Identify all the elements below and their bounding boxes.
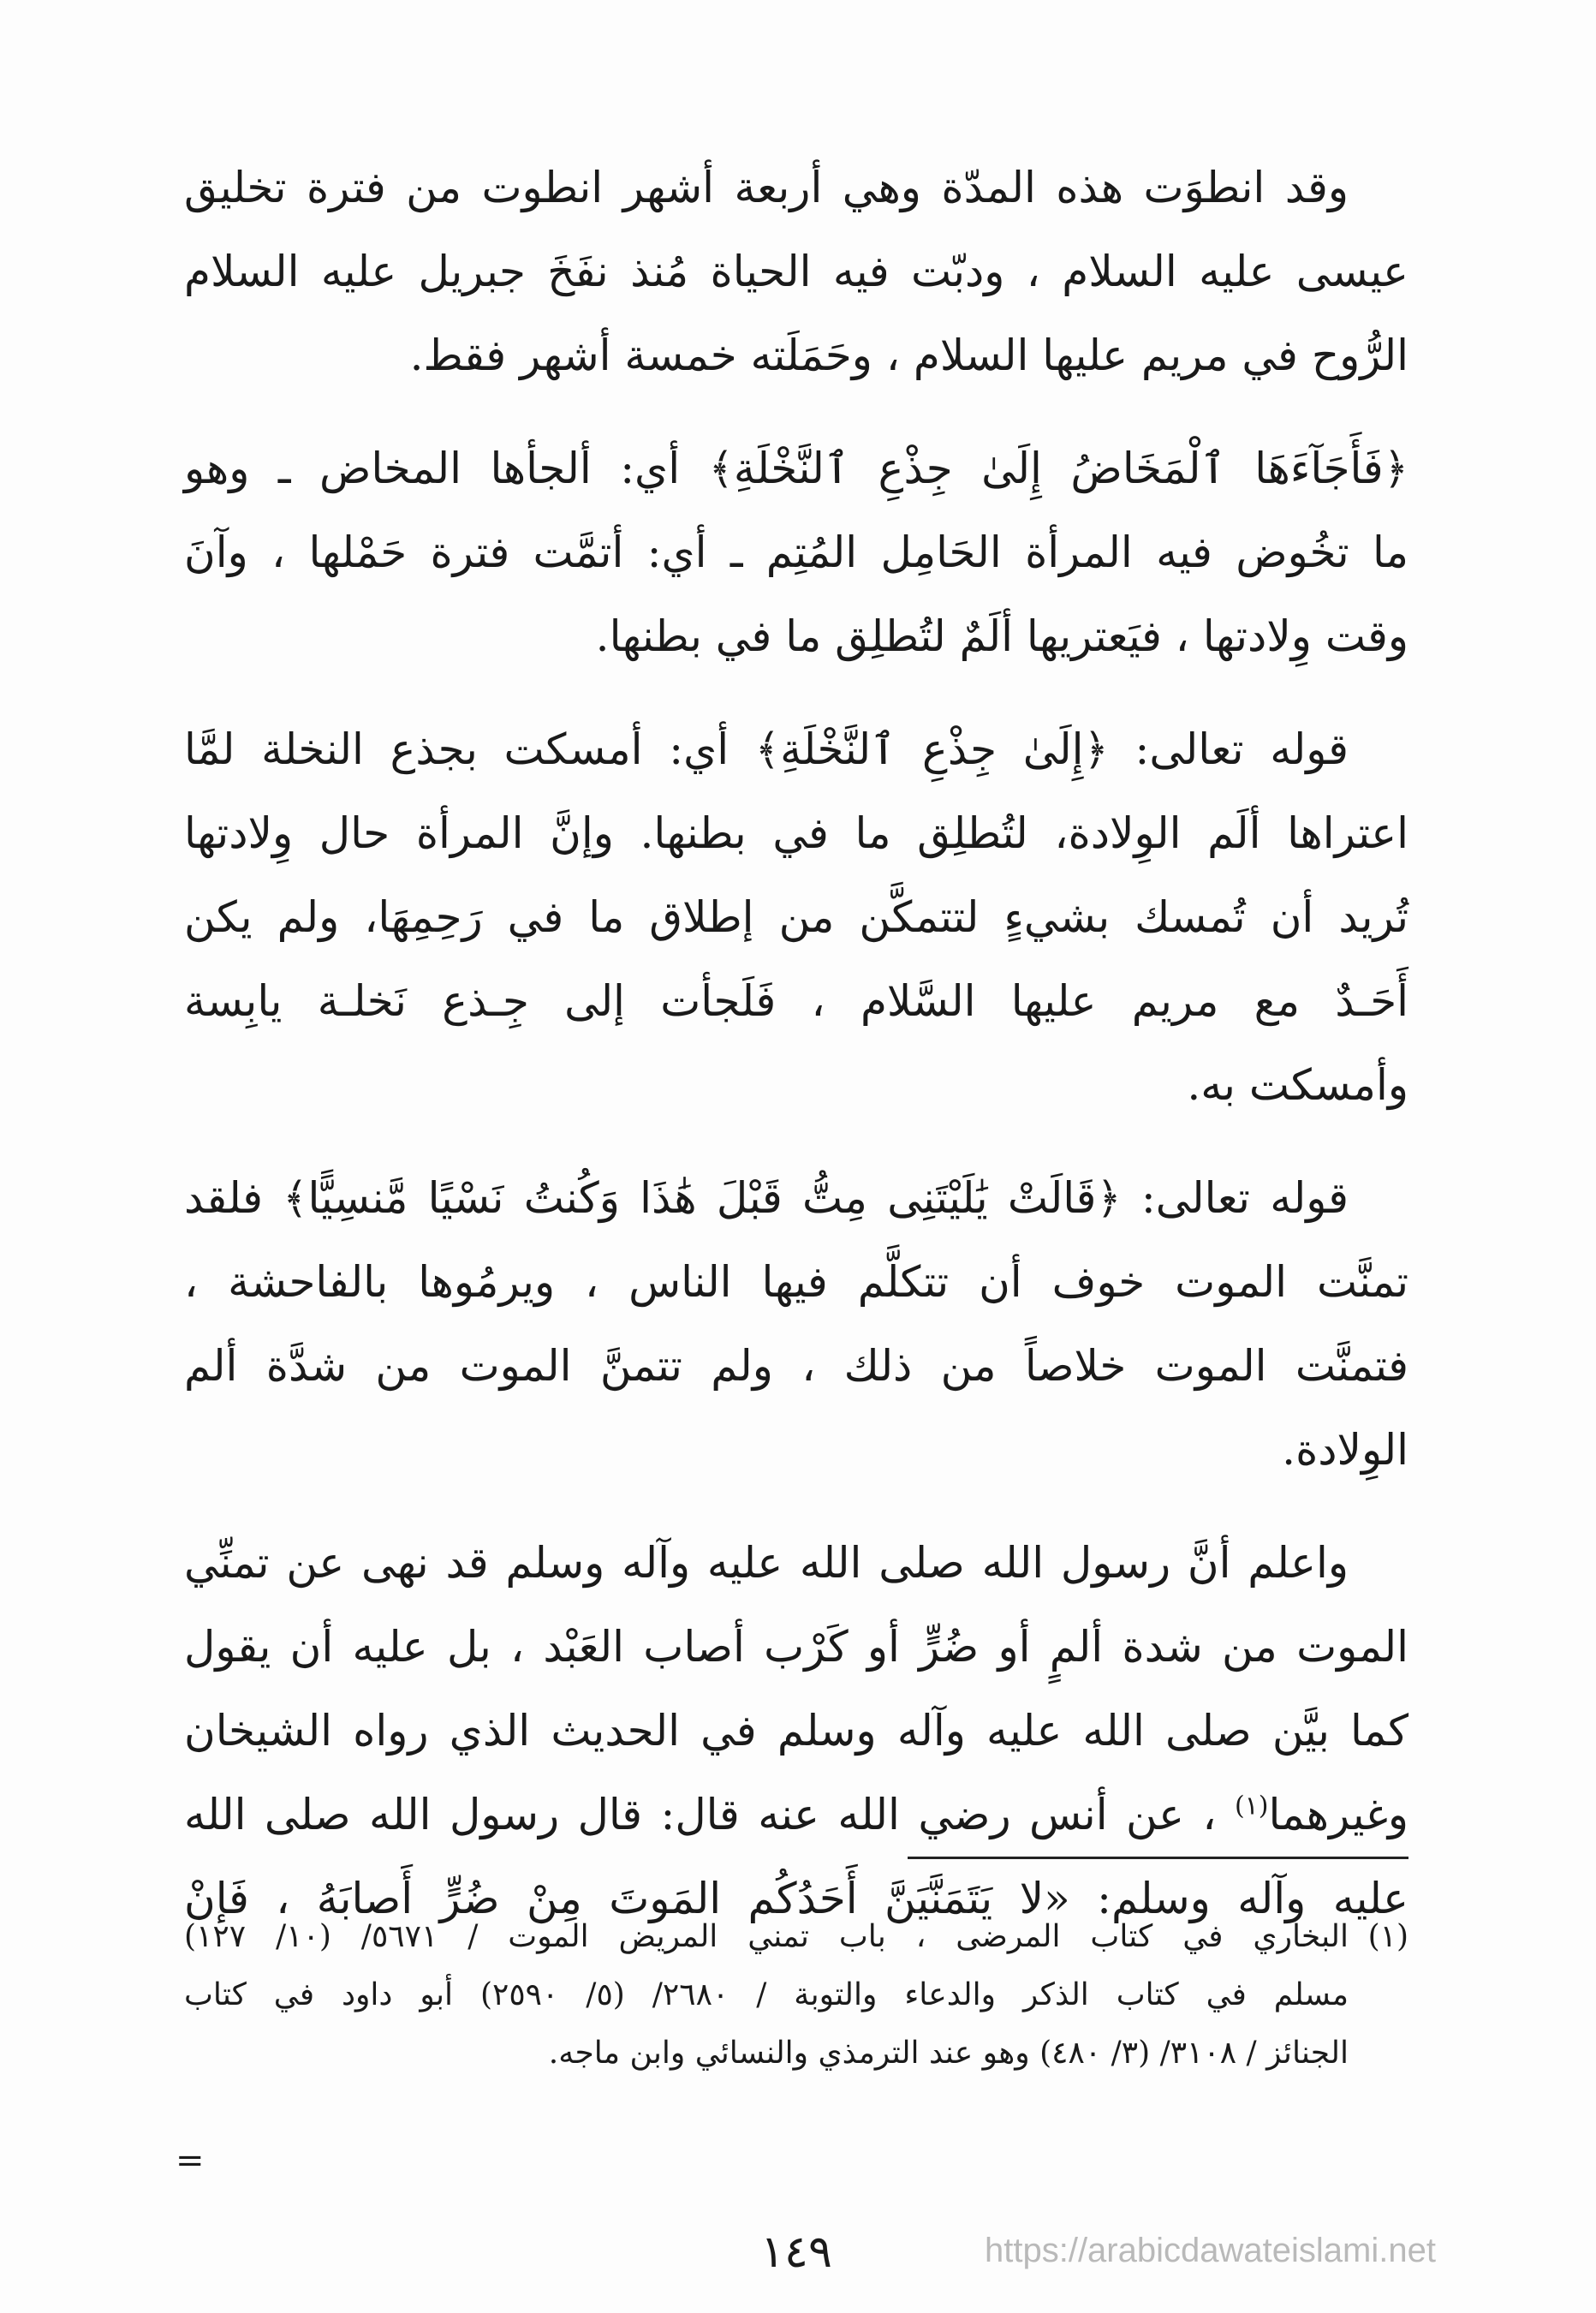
text-line: ﴿فَأَجَآءَهَا ٱلْمَخَاضُ إِلَىٰ جِذْعِ ٱلنَّخْلَةِ﴾ أي: ألجأها المخاض ـ وهو xyxy=(184,444,1408,493)
text-line: ما تخُوض فيه المرأة الحَامِل المُتِم ـ أي: أتمَّت فترة حَمْلها ، وآنَ xyxy=(184,528,1408,577)
text-line: عن أنس رضي الله عنه قال: قال رسول الله صلى الله xyxy=(184,1790,1184,1839)
footnote-line: البخاري في كتاب المرضى ، باب تمني المريض الموت / ٥٦٧١/ (١٠/ ١٢٧) xyxy=(184,1919,1349,1954)
paragraph xyxy=(184,426,1408,678)
text-line: أَحَـدٌ مع مريم عليها السَّلام ، فَلَجأت إلى جِـذع نَخلـة يابِسة xyxy=(184,976,1408,1026)
text-line: اعتراها ألَم الوِلادة، لتُطلِق ما في بطنها. وإنَّ المرأة حال وِلادتها xyxy=(184,808,1408,858)
text-line: تمنَّت الموت خوف أن تتكلَّم فيها الناس ، ويرمُوها بالفاحشة ، xyxy=(184,1257,1408,1307)
paragraph xyxy=(184,146,1408,397)
page-number: ١٤٩ xyxy=(760,2227,832,2278)
main-text xyxy=(184,146,1408,1970)
continuation-mark: = xyxy=(176,2141,205,2180)
text-line: الموت من شدة ألمٍ أو ضُرٍّ أو كَرْب أصاب العَبْد ، بل عليه أن يقول xyxy=(184,1622,1408,1672)
paragraph xyxy=(184,707,1408,1127)
footnote-line: مسلم في كتاب الذكر والدعاء والتوبة / ٢٦٨٠/ (٥/ ٢٥٩٠) أبو داود في كتاب xyxy=(184,1977,1349,2012)
text-line: كما بيَّن صلى الله عليه وآله وسلم في الحديث الذي رواه الشيخان xyxy=(184,1706,1408,1756)
text-line: واعلم أنَّ رسول الله صلى الله عليه وآله وسلم قد نهى عن تمنِّي xyxy=(184,1538,1349,1588)
text-line: وقد انطوَت هذه المدّة وهي أربعة أشهر انطوت من فترة تخليق xyxy=(184,163,1349,212)
text-line: قوله تعالى: ﴿إِلَىٰ جِذْعِ ٱلنَّخْلَةِ﴾ أي: أمسكت بجذع النخلة لمَّا xyxy=(184,724,1349,774)
text-line: الرُّوح في مريم عليها السلام ، وحَمَلَته خمسة أشهر فقط. xyxy=(409,331,1408,380)
footnotes xyxy=(184,1908,1408,2083)
text-line xyxy=(184,1773,1408,1857)
text-line: تُريد أن تُمسك بشيءٍ لتتمكَّن من إطلاق ما في رَحِمِهَا، ولم يكن xyxy=(184,892,1408,942)
footnote-divider xyxy=(908,1857,1408,1859)
paragraph xyxy=(184,1156,1408,1492)
text-line: قوله تعالى: ﴿قَالَتْ يَٰلَيْتَنِى مِتُّ قَبْلَ هَٰذَا وَكُنتُ نَسْيًا مَّنسِيًّا﴾ فلقد xyxy=(184,1173,1349,1223)
watermark-url: https://arabicdawateislami.net xyxy=(985,2232,1436,2269)
footnote-reference[interactable]: (١) xyxy=(1234,1791,1269,1821)
text-line: وقت وِلادتها ، فيَعتريها ألَمٌ لتُطلِق ما في بطنها. xyxy=(595,611,1408,661)
text-line: عليه وآله وسلم: «لا يَتَمَنَّيَنَّ أَحَدُكُم المَوتَ مِنْ ضُرٍّ أَصابَهُ ، فَإنْ xyxy=(184,1874,1408,1923)
separator: ، xyxy=(1183,1790,1235,1839)
text-line: عيسى عليه السلام ، ودبّت فيه الحياة مُنذ نفَخَ جبريل عليه السلام xyxy=(184,247,1408,296)
footnote-number: (١) xyxy=(1367,1919,1408,1954)
footnote-line: الجنائز / ٣١٠٨/ (٣/ ٤٨٠) وهو عند الترمذي والنسائي وابن ماجه. xyxy=(548,2036,1349,2071)
text-line: الوِلادة. xyxy=(1282,1425,1408,1475)
footnote-text xyxy=(184,1908,1349,2083)
footnote xyxy=(184,1908,1408,2083)
text-line: فتمنَّت الموت خلاصاً من ذلك ، ولم تتمنَّ الموت من شدَّة ألم xyxy=(184,1341,1408,1391)
paragraph xyxy=(184,1521,1408,1940)
reference-word: وغيرهما xyxy=(1268,1790,1408,1839)
text-line: وأمسكت به. xyxy=(1187,1060,1408,1110)
